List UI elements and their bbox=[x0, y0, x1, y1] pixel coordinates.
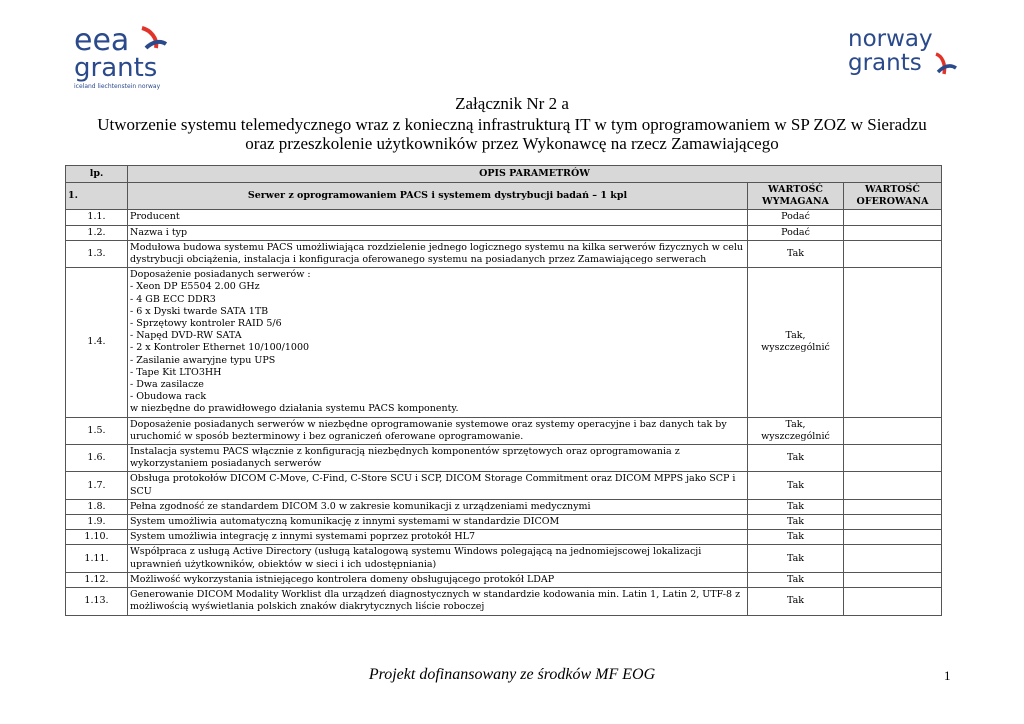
table-row bbox=[66, 225, 942, 240]
row-number: 1.9. bbox=[66, 515, 128, 530]
component-item: - Tape Kit LTO3HH bbox=[130, 366, 222, 378]
col-offered-header: WARTOŚĆ OFEROWANA bbox=[844, 183, 942, 210]
row-offered-value[interactable] bbox=[844, 572, 942, 587]
table-row bbox=[66, 472, 942, 499]
row-required-value: Tak bbox=[748, 545, 844, 572]
table-row bbox=[66, 499, 942, 514]
section-title: Serwer z oprogramowaniem PACS i systemem dystrybucji badań – 1 kpl bbox=[128, 183, 748, 210]
row-offered-value[interactable] bbox=[844, 417, 942, 444]
row-required-value: Podać bbox=[748, 210, 844, 225]
row-description-tail: w niezbędne do prawidłowego działania systemu PACS komponenty. bbox=[130, 403, 459, 415]
row-number: 1.8. bbox=[66, 499, 128, 514]
row-offered-value[interactable] bbox=[844, 268, 942, 417]
row-description: System umożliwia integrację z innymi systemami poprzez protokół HL7 bbox=[128, 530, 748, 545]
component-item: - 6 x Dyski twarde SATA 1TB bbox=[130, 305, 269, 317]
component-item: - Xeon DP E5504 2.00 GHz bbox=[130, 281, 260, 293]
component-item: - Dwa zasilacze bbox=[130, 379, 204, 391]
row-required-value: Tak bbox=[748, 240, 844, 267]
component-item: - 2 x Kontroler Ethernet 10/100/1000 bbox=[130, 342, 310, 354]
section-number: 1. bbox=[66, 183, 128, 210]
row-required-value: Tak bbox=[748, 572, 844, 587]
row-description: Instalacja systemu PACS włącznie z konfiguracją niezbędnych komponentów sprzętowych oraz oprogramowania z wykorzystaniem posiadanych serwerów bbox=[128, 445, 748, 472]
row-number: 1.1. bbox=[66, 210, 128, 225]
col-opis-header: OPIS PARAMETRÓW bbox=[128, 166, 942, 183]
row-number: 1.11. bbox=[66, 545, 128, 572]
row-description bbox=[128, 268, 748, 417]
row-number: 1.5. bbox=[66, 417, 128, 444]
row-number: 1.13. bbox=[66, 588, 128, 615]
row-offered-value[interactable] bbox=[844, 210, 942, 225]
row-number: 1.7. bbox=[66, 472, 128, 499]
row-required-value: Podać bbox=[748, 225, 844, 240]
row-required-value: Tak bbox=[748, 515, 844, 530]
row-offered-value[interactable] bbox=[844, 225, 942, 240]
row-required-value: Tak, wyszczególnić bbox=[748, 268, 844, 417]
row-number: 1.4. bbox=[66, 268, 128, 417]
row-required-value: Tak bbox=[748, 445, 844, 472]
component-item: - Sprzętowy kontroler RAID 5/6 bbox=[130, 318, 282, 330]
project-title-line2: oraz przeszkolenie użytkowników przez Wykonawcę na rzecz Zamawiającego bbox=[245, 134, 779, 153]
row-description: Możliwość wykorzystania istniejącego kontrolera domeny obsługującego protokół LDAP bbox=[128, 572, 748, 587]
table-row bbox=[66, 515, 942, 530]
row-offered-value[interactable] bbox=[844, 499, 942, 514]
norway-logo-line2: grants bbox=[848, 50, 922, 76]
component-item: - Obudowa rack bbox=[130, 391, 207, 403]
row-description-intro: Doposażenie posiadanych serwerów : bbox=[130, 269, 311, 281]
row-required-value: Tak bbox=[748, 588, 844, 615]
row-description: Generowanie DICOM Modality Worklist dla urządzeń diagnostycznych w standardzie kodowania min. Latin 1, Latin 2, UTF-8 z możliwością wyświetlania polskich znaków diakrytycznych liście roboczej bbox=[128, 588, 748, 615]
row-offered-value[interactable] bbox=[844, 530, 942, 545]
eea-logo-tagline: iceland liechtenstein norway bbox=[74, 83, 161, 90]
table-row bbox=[66, 210, 942, 225]
project-title-line1: Utworzenie systemu telemedycznego wraz z konieczną infrastrukturą IT w tym oprogramowaniem w SP ZOZ w Sieradzu bbox=[97, 115, 927, 134]
table-row bbox=[66, 417, 942, 444]
row-number: 1.12. bbox=[66, 572, 128, 587]
norway-blue-arc-icon bbox=[938, 66, 956, 72]
col-required-header: WARTOŚĆ WYMAGANA bbox=[748, 183, 844, 210]
table-row bbox=[66, 530, 942, 545]
row-description: Modułowa budowa systemu PACS umożliwiająca rozdzielenie jednego logicznego systemu na kilka serwerów fizycznych w celu dystrybucji obciążenia, instalacja i konfiguracja oferowanego systemu na posiadanych przez Zamawiającego serwerach bbox=[128, 240, 748, 267]
row-number: 1.3. bbox=[66, 240, 128, 267]
row-required-value: Tak, wyszczególnić bbox=[748, 417, 844, 444]
table-row bbox=[66, 545, 942, 572]
row-number: 1.2. bbox=[66, 225, 128, 240]
row-number: 1.6. bbox=[66, 445, 128, 472]
row-description: Pełna zgodność ze standardem DICOM 3.0 w zakresie komunikacji z urządzeniami medycznymi bbox=[128, 499, 748, 514]
page-number: 1 bbox=[944, 668, 951, 683]
col-lp-header: lp. bbox=[66, 166, 128, 183]
table-row bbox=[66, 445, 942, 472]
table-row bbox=[66, 268, 942, 417]
row-description: Producent bbox=[128, 210, 748, 225]
component-item: - Napęd DVD-RW SATA bbox=[130, 330, 242, 342]
row-offered-value[interactable] bbox=[844, 240, 942, 267]
eea-logo-line2: grants bbox=[74, 53, 158, 83]
table-row bbox=[66, 572, 942, 587]
table-row bbox=[66, 588, 942, 615]
norway-logo-line1: norway bbox=[848, 26, 933, 52]
row-description: System umożliwia automatyczną komunikację z innymi systemami w standardzie DICOM bbox=[128, 515, 748, 530]
row-description: Współpraca z usługą Active Directory (usługą katalogową systemu Windows polegającą na jednomiejscowej lokalizacji uprawnień użytkowników, obiektów w sieci i ich udostępniania) bbox=[128, 545, 748, 572]
table-row bbox=[66, 240, 942, 267]
footer-funding-note: Projekt dofinansowany ze środków MF EOG bbox=[368, 666, 656, 683]
row-offered-value[interactable] bbox=[844, 515, 942, 530]
spec-table bbox=[65, 165, 942, 616]
row-description: Doposażenie posiadanych serwerów w niezbędne oprogramowanie systemowe oraz systemy operacyjne i baz danych tak by uruchomić w sposób bezterminowy i bez ograniczeń oferowane oprogramowanie. bbox=[128, 417, 748, 444]
row-description: Nazwa i typ bbox=[128, 225, 748, 240]
row-required-value: Tak bbox=[748, 499, 844, 514]
attachment-title: Załącznik Nr 2 a bbox=[455, 94, 569, 113]
row-number: 1.10. bbox=[66, 530, 128, 545]
row-required-value: Tak bbox=[748, 472, 844, 499]
eea-grants-logo bbox=[72, 20, 172, 92]
component-item: - Zasilanie awaryjne typu UPS bbox=[130, 354, 276, 366]
row-offered-value[interactable] bbox=[844, 588, 942, 615]
row-offered-value[interactable] bbox=[844, 545, 942, 572]
row-offered-value[interactable] bbox=[844, 472, 942, 499]
norway-grants-logo bbox=[846, 24, 958, 82]
component-item: - 4 GB ECC DDR3 bbox=[130, 293, 216, 305]
eea-logo-line1: eea bbox=[74, 23, 130, 58]
row-required-value: Tak bbox=[748, 530, 844, 545]
row-description: Obsługa protokołów DICOM C-Move, C-Find, C-Store SCU i SCP, DICOM Storage Commitment oraz DICOM MPPS jako SCP i SCU bbox=[128, 472, 748, 499]
row-offered-value[interactable] bbox=[844, 445, 942, 472]
